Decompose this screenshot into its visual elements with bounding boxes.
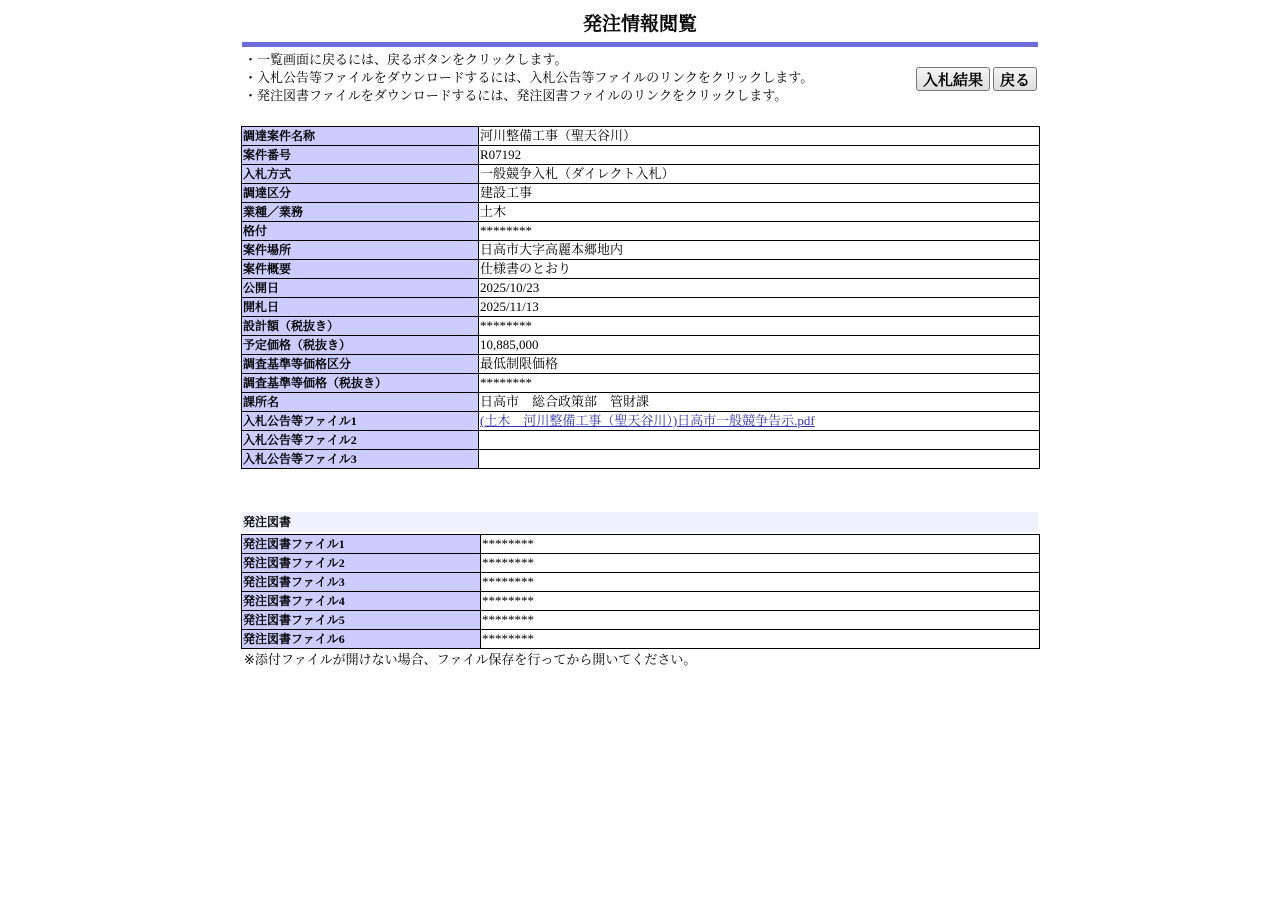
detail-value: 10,885,000 bbox=[479, 336, 1040, 355]
detail-row bbox=[242, 241, 1040, 260]
bid-results-button[interactable]: 入札結果 bbox=[916, 67, 990, 91]
detail-row bbox=[242, 165, 1040, 184]
detail-value: 建設工事 bbox=[479, 184, 1040, 203]
detail-label: 入札公告等ファイル2 bbox=[242, 431, 479, 450]
detail-label: 業種／業務 bbox=[242, 203, 479, 222]
detail-label: 案件番号 bbox=[242, 146, 479, 165]
page-container bbox=[241, 0, 1039, 668]
drawing-label: 発注図書ファイル2 bbox=[242, 554, 481, 573]
detail-row bbox=[242, 279, 1040, 298]
detail-value: ******** bbox=[479, 317, 1040, 336]
detail-value: 2025/10/23 bbox=[479, 279, 1040, 298]
drawing-label: 発注図書ファイル5 bbox=[242, 611, 481, 630]
drawing-value: ******** bbox=[481, 535, 1040, 554]
detail-label: 入札公告等ファイル1 bbox=[242, 412, 479, 431]
detail-value bbox=[479, 412, 1040, 431]
drawings-section-heading: 発注図書 bbox=[242, 512, 1038, 532]
detail-label: 格付 bbox=[242, 222, 479, 241]
title-divider bbox=[242, 42, 1038, 47]
instruction-line: ・一覧画面に戻るには、戻るボタンをクリックします。 bbox=[244, 53, 568, 68]
instruction-line: ・発注図書ファイルをダウンロードするには、発注図書ファイルのリンクをクリックします。 bbox=[244, 89, 788, 104]
drawing-label: 発注図書ファイル4 bbox=[242, 592, 481, 611]
detail-label: 調査基準等価格区分 bbox=[242, 355, 479, 374]
drawing-value: ******** bbox=[481, 630, 1040, 649]
detail-label: 案件概要 bbox=[242, 260, 479, 279]
back-button[interactable]: 戻る bbox=[993, 67, 1037, 91]
detail-value: 最低制限価格 bbox=[479, 355, 1040, 374]
detail-value bbox=[479, 431, 1040, 450]
detail-row bbox=[242, 222, 1040, 241]
detail-value: 日高市大字高麗本郷地内 bbox=[479, 241, 1040, 260]
drawing-row bbox=[242, 535, 1040, 554]
detail-value: ******** bbox=[479, 222, 1040, 241]
detail-value: 土木 bbox=[479, 203, 1040, 222]
detail-row bbox=[242, 317, 1040, 336]
drawing-row bbox=[242, 554, 1040, 573]
detail-label: 調達案件名称 bbox=[242, 127, 479, 146]
detail-row bbox=[242, 450, 1040, 469]
drawing-label: 発注図書ファイル1 bbox=[242, 535, 481, 554]
attachment-note: ※添付ファイルが開けない場合、ファイル保存を行ってから開いてください。 bbox=[244, 653, 697, 668]
detail-row bbox=[242, 431, 1040, 450]
detail-label: 調達区分 bbox=[242, 184, 479, 203]
detail-row bbox=[242, 298, 1040, 317]
detail-label: 調査基準等価格（税抜き） bbox=[242, 374, 479, 393]
page-title: 発注情報閲覧 bbox=[582, 13, 697, 35]
drawing-value: ******** bbox=[481, 611, 1040, 630]
detail-row bbox=[242, 374, 1040, 393]
detail-value: 一般競争入札（ダイレクト入札） bbox=[479, 165, 1040, 184]
detail-label: 公開日 bbox=[242, 279, 479, 298]
detail-label: 課所名 bbox=[242, 393, 479, 412]
drawings-table bbox=[241, 534, 1040, 649]
detail-label: 入札公告等ファイル3 bbox=[242, 450, 479, 469]
drawing-label: 発注図書ファイル6 bbox=[242, 630, 481, 649]
procurement-details-table bbox=[241, 126, 1040, 469]
detail-row bbox=[242, 203, 1040, 222]
detail-value: 仕様書のとおり bbox=[479, 260, 1040, 279]
action-buttons bbox=[916, 67, 1037, 91]
detail-row bbox=[242, 336, 1040, 355]
notice-file-link[interactable]: (土木 河川整備工事（聖天谷川）)日高市一般競争告示.pdf bbox=[480, 413, 815, 428]
drawing-value: ******** bbox=[481, 554, 1040, 573]
drawing-row bbox=[242, 630, 1040, 649]
detail-row bbox=[242, 184, 1040, 203]
detail-label: 案件場所 bbox=[242, 241, 479, 260]
detail-row bbox=[242, 260, 1040, 279]
detail-row bbox=[242, 393, 1040, 412]
detail-label: 設計額（税抜き） bbox=[242, 317, 479, 336]
drawing-row bbox=[242, 592, 1040, 611]
detail-value: ******** bbox=[479, 374, 1040, 393]
drawing-row bbox=[242, 573, 1040, 592]
detail-label: 入札方式 bbox=[242, 165, 479, 184]
drawing-label: 発注図書ファイル3 bbox=[242, 573, 481, 592]
detail-value: R07192 bbox=[479, 146, 1040, 165]
detail-value: 2025/11/13 bbox=[479, 298, 1040, 317]
instruction-line: ・入札公告等ファイルをダウンロードするには、入札公告等ファイルのリンクをクリックします。 bbox=[244, 71, 814, 86]
detail-row bbox=[242, 412, 1040, 431]
detail-label: 開札日 bbox=[242, 298, 479, 317]
drawing-row bbox=[242, 611, 1040, 630]
drawing-value: ******** bbox=[481, 592, 1040, 611]
detail-label: 予定価格（税抜き） bbox=[242, 336, 479, 355]
detail-row bbox=[242, 355, 1040, 374]
detail-row bbox=[242, 146, 1040, 165]
instructions bbox=[244, 52, 813, 106]
detail-value: 日高市 総合政策部 管財課 bbox=[479, 393, 1040, 412]
drawing-value: ******** bbox=[481, 573, 1040, 592]
detail-value: 河川整備工事（聖天谷川） bbox=[479, 127, 1040, 146]
detail-row bbox=[242, 127, 1040, 146]
detail-value bbox=[479, 450, 1040, 469]
